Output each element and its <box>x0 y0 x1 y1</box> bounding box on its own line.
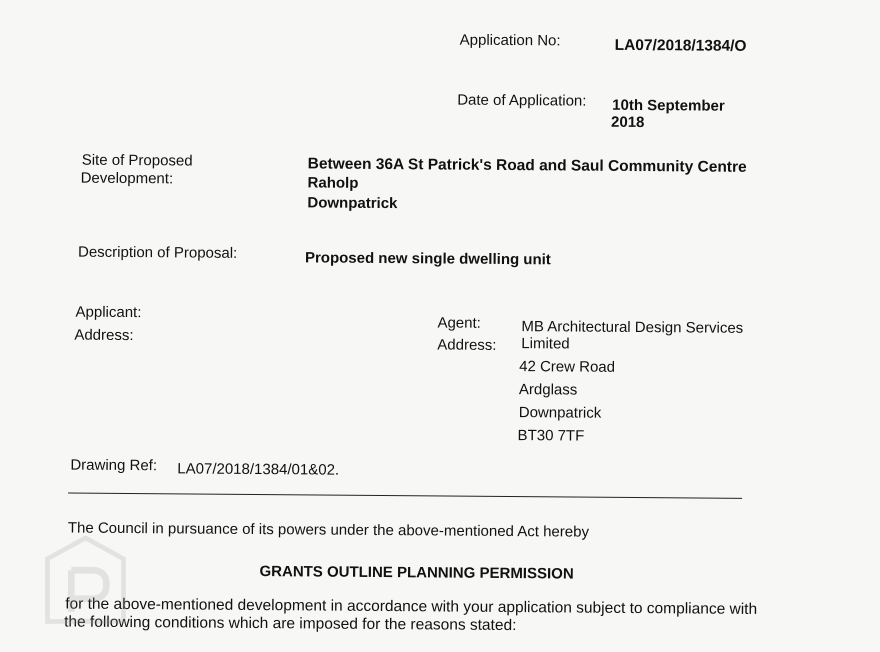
agent-address-line-2: Ardglass <box>518 381 578 399</box>
date-line-1: 10th September <box>612 96 725 115</box>
date-label: Date of Application: <box>457 91 587 110</box>
agent-label: Agent: <box>437 314 481 332</box>
conditions-paragraph-line-1: for the above-mentioned development in accordance with your application subject to compliance with <box>65 595 758 618</box>
applicant-label: Applicant: <box>75 303 142 322</box>
conditions-paragraph-line-2: the following conditions which are imposed for the reasons stated: <box>64 613 517 635</box>
application-no-value: LA07/2018/1384/O <box>614 36 747 55</box>
drawing-ref-value: LA07/2018/1384/01&02. <box>177 460 340 479</box>
section-divider <box>68 493 742 499</box>
drawing-ref-label: Drawing Ref: <box>70 456 158 475</box>
grant-heading: GRANTS OUTLINE PLANNING PERMISSION <box>259 563 574 583</box>
site-address-line-2: Raholp <box>307 174 359 192</box>
date-line-2: 2018 <box>610 113 645 132</box>
agent-address-line-1: 42 Crew Road <box>519 358 616 376</box>
site-address-line-1: Between 36A St Patrick's Road and Saul Community Centre <box>307 155 747 176</box>
agent-name-line-1: MB Architectural Design Services <box>521 318 744 337</box>
agent-address-label: Address: <box>437 336 497 354</box>
agent-name-line-2: Limited <box>521 335 570 353</box>
description-value: Proposed new single dwelling unit <box>304 249 551 269</box>
agent-postcode: BT30 7TF <box>517 427 585 445</box>
description-label: Description of Proposal: <box>77 243 238 262</box>
watermark-logo-icon <box>38 532 133 637</box>
intro-text: The Council in pursuance of its powers under the above-mentioned Act hereby <box>67 519 590 541</box>
site-address-line-3: Downpatrick <box>307 194 398 213</box>
site-label-line-1: Site of Proposed <box>81 151 193 170</box>
applicant-address-label: Address: <box>74 326 134 345</box>
application-no-label: Application No: <box>459 31 561 50</box>
site-label-line-2: Development: <box>80 169 174 188</box>
agent-address-line-3: Downpatrick <box>518 404 602 422</box>
